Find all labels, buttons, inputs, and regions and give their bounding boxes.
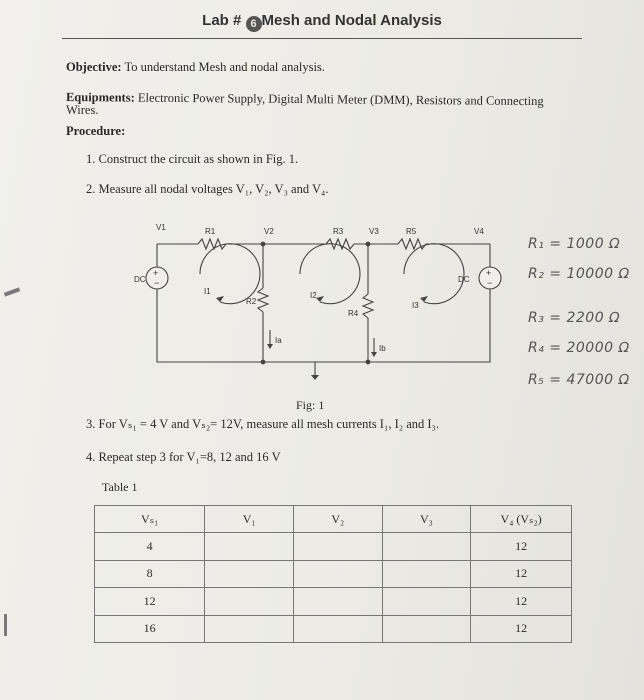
header-v3: V₃ xyxy=(382,506,471,533)
svg-text:+: + xyxy=(153,268,159,278)
procedure-step-1: 1. Construct the circuit as shown in Fig. 1. xyxy=(86,152,299,166)
equipments-line2: Wires. xyxy=(66,103,99,117)
cell-vs1: 12 xyxy=(95,588,205,616)
label-v1: V1 xyxy=(156,223,166,232)
table-header-row xyxy=(95,506,572,533)
equipments-line xyxy=(66,90,544,109)
objective-text: To understand Mesh and nodal analysis. xyxy=(124,60,325,74)
objective-label: Objective: xyxy=(66,60,122,74)
label-v4: V4 xyxy=(474,227,484,236)
table-row xyxy=(95,588,572,616)
header-v4: V₄ (Vₛ₂) xyxy=(471,506,572,533)
label-v2: V2 xyxy=(264,227,274,236)
label-v3: V3 xyxy=(369,227,379,236)
cell-v1[interactable] xyxy=(205,533,294,561)
label-r3: R3 xyxy=(333,227,344,236)
cell-v2[interactable] xyxy=(293,533,382,561)
cell-v4: 12 xyxy=(471,588,572,616)
handwritten-r2: R₂ = 10000 Ω xyxy=(528,266,630,282)
procedure-step-2: 2. Measure all nodal voltages V₁, V₂, V₃ and V₄. xyxy=(86,182,329,196)
handwritten-r4: R₄ = 20000 Ω xyxy=(528,340,630,356)
page-title xyxy=(0,12,644,32)
figure-caption: Fig: 1 xyxy=(296,398,325,412)
cell-v4: 12 xyxy=(471,533,572,561)
table-row xyxy=(95,560,572,588)
label-r4: R4 xyxy=(348,309,359,318)
header-v1: V₁ xyxy=(205,506,294,533)
label-ia: Ia xyxy=(275,336,282,345)
title-number: 6 xyxy=(246,16,262,32)
cell-v1[interactable] xyxy=(205,560,294,588)
cell-v3[interactable] xyxy=(382,533,471,561)
header-vs1: Vₛ₁ xyxy=(95,506,205,533)
circuit-diagram xyxy=(134,222,520,400)
handwritten-r5: R₅ = 47000 Ω xyxy=(528,372,630,388)
cell-vs1: 16 xyxy=(95,615,205,643)
label-r2: R2 xyxy=(246,297,257,306)
svg-text:−: − xyxy=(154,278,160,288)
cell-v2[interactable] xyxy=(293,560,382,588)
label-dc-left: DC xyxy=(134,275,146,284)
handwritten-r1: R₁ = 1000 Ω xyxy=(528,236,621,252)
title-prefix: Lab # xyxy=(202,12,242,29)
label-r5: R5 xyxy=(406,227,417,236)
cell-vs1: 8 xyxy=(95,560,205,588)
cell-v3[interactable] xyxy=(382,588,471,616)
procedure-step-4: 4. Repeat step 3 for V₁=8, 12 and 16 V xyxy=(86,450,281,464)
label-r1: R1 xyxy=(205,227,216,236)
cell-vs1: 4 xyxy=(95,533,205,561)
title-rule xyxy=(62,38,582,39)
label-ib: Ib xyxy=(379,344,386,353)
pen-mark xyxy=(4,287,20,296)
cell-v1[interactable] xyxy=(205,588,294,616)
svg-text:+: + xyxy=(486,268,492,278)
label-i2: I2 xyxy=(310,291,317,300)
equipments-label: Equipments: xyxy=(65,90,135,105)
label-dc-right: DC xyxy=(458,275,470,284)
cell-v2[interactable] xyxy=(293,588,382,616)
table-row xyxy=(95,533,572,561)
cell-v4: 12 xyxy=(471,615,572,643)
header-v2: V₂ xyxy=(293,506,382,533)
cell-v3[interactable] xyxy=(382,615,471,643)
svg-text:−: − xyxy=(487,278,493,288)
procedure-label: Procedure: xyxy=(66,124,126,138)
cell-v2[interactable] xyxy=(293,615,382,643)
objective-line xyxy=(66,60,325,75)
equipments-text: Electronic Power Supply, Digital Multi Meter (DMM), Resistors and Connecting xyxy=(137,90,544,109)
label-i3: I3 xyxy=(412,301,419,310)
table-row xyxy=(95,615,572,643)
table-caption: Table 1 xyxy=(102,480,138,494)
measurement-table xyxy=(94,505,572,643)
cell-v1[interactable] xyxy=(205,615,294,643)
handwritten-r3: R₃ = 2200 Ω xyxy=(528,310,621,326)
cell-v4: 12 xyxy=(471,560,572,588)
procedure-step-3: 3. For Vₛ₁ = 4 V and Vₛ₂= 12V, measure all mesh currents I₁, I₂ and I₃. xyxy=(86,417,440,431)
pen-mark xyxy=(4,614,7,636)
cell-v3[interactable] xyxy=(382,560,471,588)
title-text: Mesh and Nodal Analysis xyxy=(261,12,442,29)
label-i1: I1 xyxy=(204,287,211,296)
